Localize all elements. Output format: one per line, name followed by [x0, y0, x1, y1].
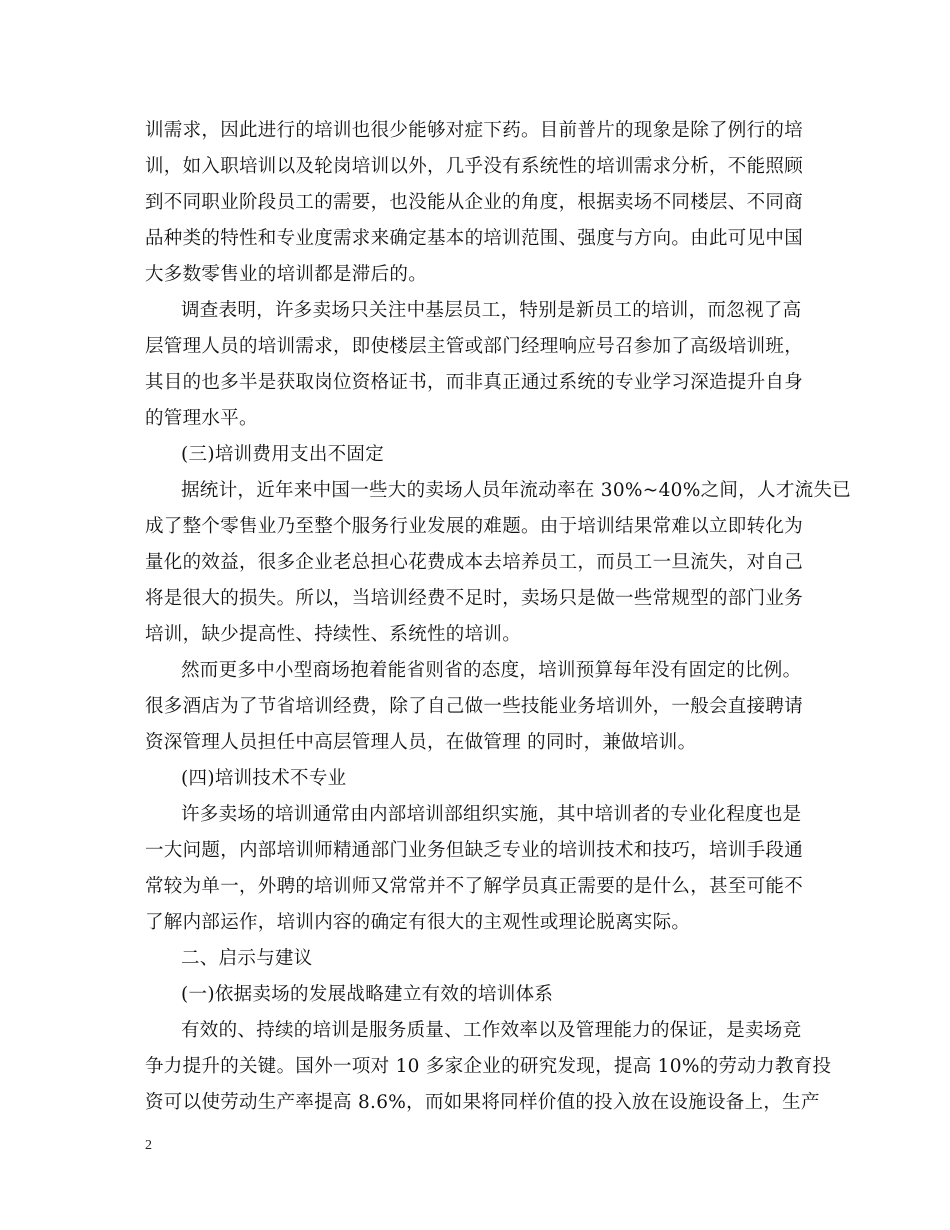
- text-line: 将是很大的损失。所以，当培训经费不足时，卖场只是做一些常规型的部门业务: [145, 588, 804, 609]
- paragraph-first-line: 有效的、持续的培训是服务质量、工作效率以及管理能力的保证，是卖场竞: [181, 1020, 802, 1041]
- section-heading: (一)依据卖场的发展战略建立有效的培训体系: [181, 984, 554, 1005]
- text-line: 的管理水平。: [145, 408, 258, 429]
- paragraph-first-line: 许多卖场的培训通常由内部培训部组织实施，其中培训者的专业化程度也是: [181, 804, 802, 825]
- paragraph-first-line: 调查表明，许多卖场只关注中基层员工，特别是新员工的培训，而忽视了高: [181, 300, 802, 321]
- text-line: 品种类的特性和专业度需求来确定基本的培训范围、强度与方向。由此可见中国: [145, 228, 804, 249]
- text-line: 成了整个零售业乃至整个服务行业发展的难题。由于培训结果常难以立即转化为: [145, 516, 804, 537]
- section-heading: (四)培训技术不专业: [181, 768, 347, 789]
- text-line: 一大问题，内部培训师精通部门业务但缺乏专业的培训技术和技巧，培训手段通: [145, 840, 804, 861]
- text-line: 常较为单一，外聘的培训师又常常并不了解学员真正需要的是什么，甚至可能不: [145, 876, 804, 897]
- text-line: 大多数零售业的培训都是滞后的。: [145, 264, 428, 285]
- text-line: 培训，缺少提高性、持续性、系统性的培训。: [145, 624, 522, 645]
- text-line: 到不同职业阶段员工的需要，也没能从企业的角度，根据卖场不同楼层、不同商: [145, 192, 804, 213]
- text-line: 其目的也多半是获取岗位资格证书，而非真正通过系统的专业学习深造提升自身: [145, 372, 804, 393]
- text-line: 了解内部运作，培训内容的确定有很大的主观性或理论脱离实际。: [145, 912, 691, 933]
- paragraph-first-line: 然而更多中小型商场抱着能省则省的态度，培训预算每年没有固定的比例。: [181, 660, 802, 681]
- paragraph-first-line: 据统计，近年来中国一些大的卖场人员年流动率在 30%~40%之间，人才流失已: [181, 480, 852, 501]
- text-line: 资深管理人员担任中高层管理人员，在做管理 的同时，兼做培训。: [145, 732, 697, 753]
- text-line: 资可以使劳动生产率提高 8.6%，而如果将同样价值的投入放在设施设备上，生产: [145, 1092, 820, 1113]
- text-line: 量化的效益，很多企业老总担心花费成本去培养员工，而员工一旦流失，对自己: [145, 552, 804, 573]
- text-line: 争力提升的关键。国外一项对 10 多家企业的研究发现，提高 10%的劳动力教育投: [145, 1056, 832, 1077]
- text-line: 训，如入职培训以及轮岗培训以外，几乎没有系统性的培训需求分析，不能照顾: [145, 156, 804, 177]
- page-number: 2: [145, 1138, 152, 1153]
- text-line: 层管理人员的培训需求，即使楼层主管或部门经理响应号召参加了高级培训班，: [145, 336, 804, 357]
- chapter-heading: 二、启示与建议: [181, 948, 313, 969]
- section-heading: (三)培训费用支出不固定: [181, 444, 385, 465]
- text-line: 训需求，因此进行的培训也很少能够对症下药。目前普片的现象是除了例行的培: [145, 120, 804, 141]
- text-line: 很多酒店为了节省培训经费，除了自己做一些技能业务培训外，一般会直接聘请: [145, 696, 804, 717]
